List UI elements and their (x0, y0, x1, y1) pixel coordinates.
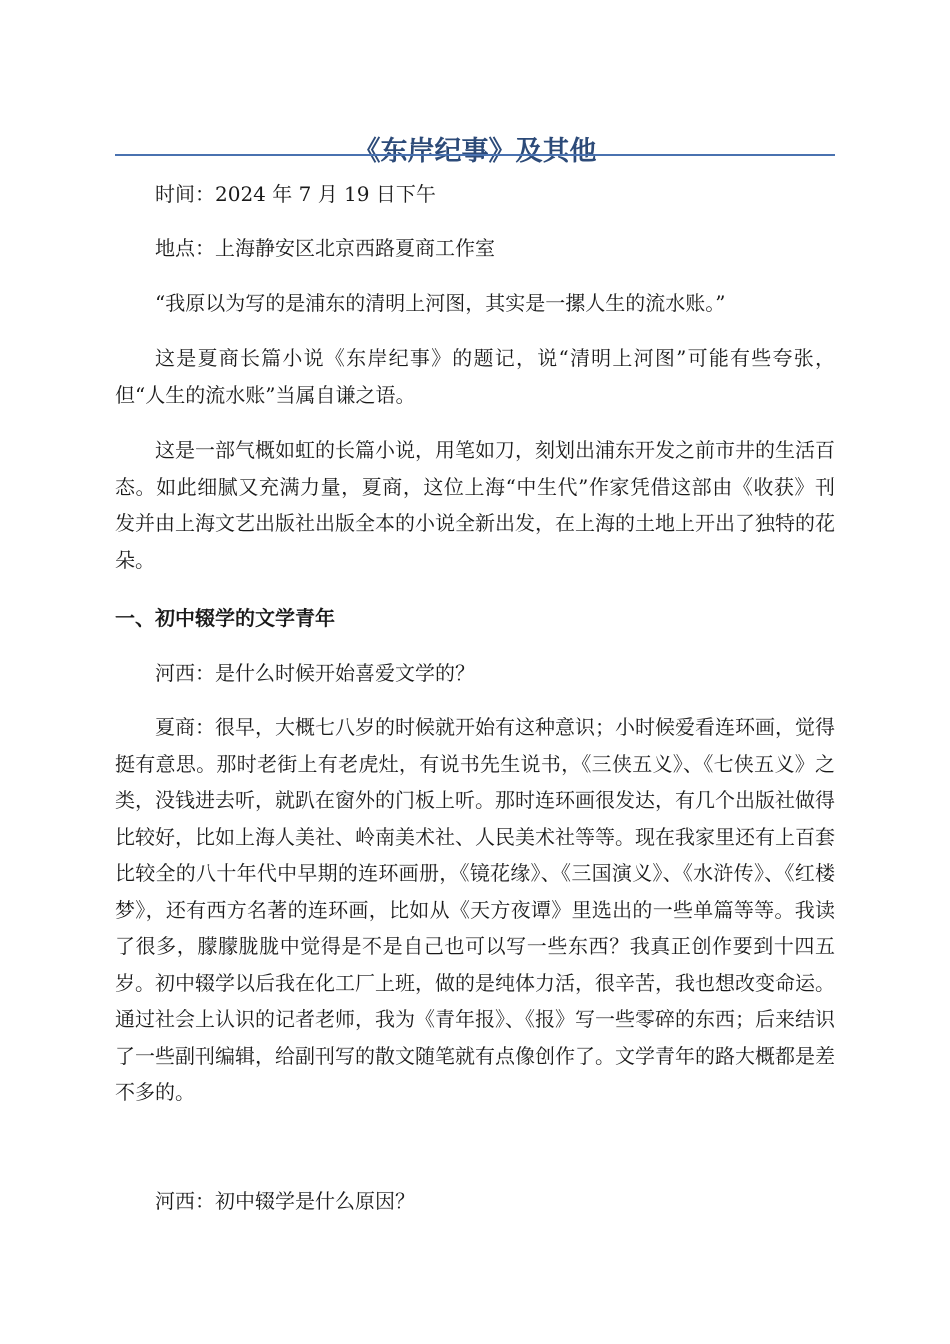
epigraph-paragraph: “我原以为写的是浦东的清明上河图，其实是一摞人生的流水账。” (155, 291, 726, 315)
question-paragraph: 河西：是什么时候开始喜爱文学的？ (155, 661, 475, 685)
title-underline (115, 154, 835, 156)
meta-time: 时间：2024 年 7 月 19 日下午 (155, 182, 436, 206)
intro-paragraph: 这是夏商长篇小说《东岸纪事》的题记，说“清明上河图”可能有些夸张，但“人生的流水账”当属自谦之语。 (115, 346, 835, 407)
section-heading: 一、初中辍学的文学青年 (115, 606, 335, 630)
document-title: 《东岸纪事》及其他 (353, 136, 597, 168)
overview-paragraph: 这是一部气概如虹的长篇小说，用笔如刀，刻划出浦东开发之前市井的生活百态。如此细腻又充满力量，夏商，这位上海“中生代”作家凭借这部由《收获》刊发并由上海文艺出版社出版全本的小说全新出发，在上海的土地上开出了独特的花朵。 (115, 438, 835, 572)
meta-place: 地点：上海静安区北京西路夏商工作室 (155, 236, 495, 260)
question-paragraph: 河西：初中辍学是什么原因？ (155, 1189, 415, 1213)
answer-paragraph: 夏商：很早，大概七八岁的时候就开始有这种意识；小时候爱看连环画，觉得挺有意思。那时老街上有老虎灶，有说书先生说书，《三侠五义》、《七侠五义》之类，没钱进去听，就趴在窗外的门板上听。那时连环画很发达，有几个出版社做得比较好，比如上海人美社、岭南美术社、人民美术社等等。现在我家里还有上百套比较全的八十年代中早期的连环画册，《镜花缘》、《三国演义》、《水浒传》、《红楼梦》，还有西方名著的连环画，比如从《天方夜谭》里选出的一些单篇等等。我读了很多，朦朦胧胧中觉得是不是自己也可以写一些东西？我真正创作要到十四五岁。初中辍学以后我在化工厂上班，做的是纯体力活，很辛苦，我也想改变命运。通过社会上认识的记者老师，我为《青年报》、《报》写一些零碎的东西；后来结识了一些副刊编辑，给副刊写的散文随笔就有点像创作了。文学青年的路大概都是差不多的。 (115, 715, 835, 1104)
